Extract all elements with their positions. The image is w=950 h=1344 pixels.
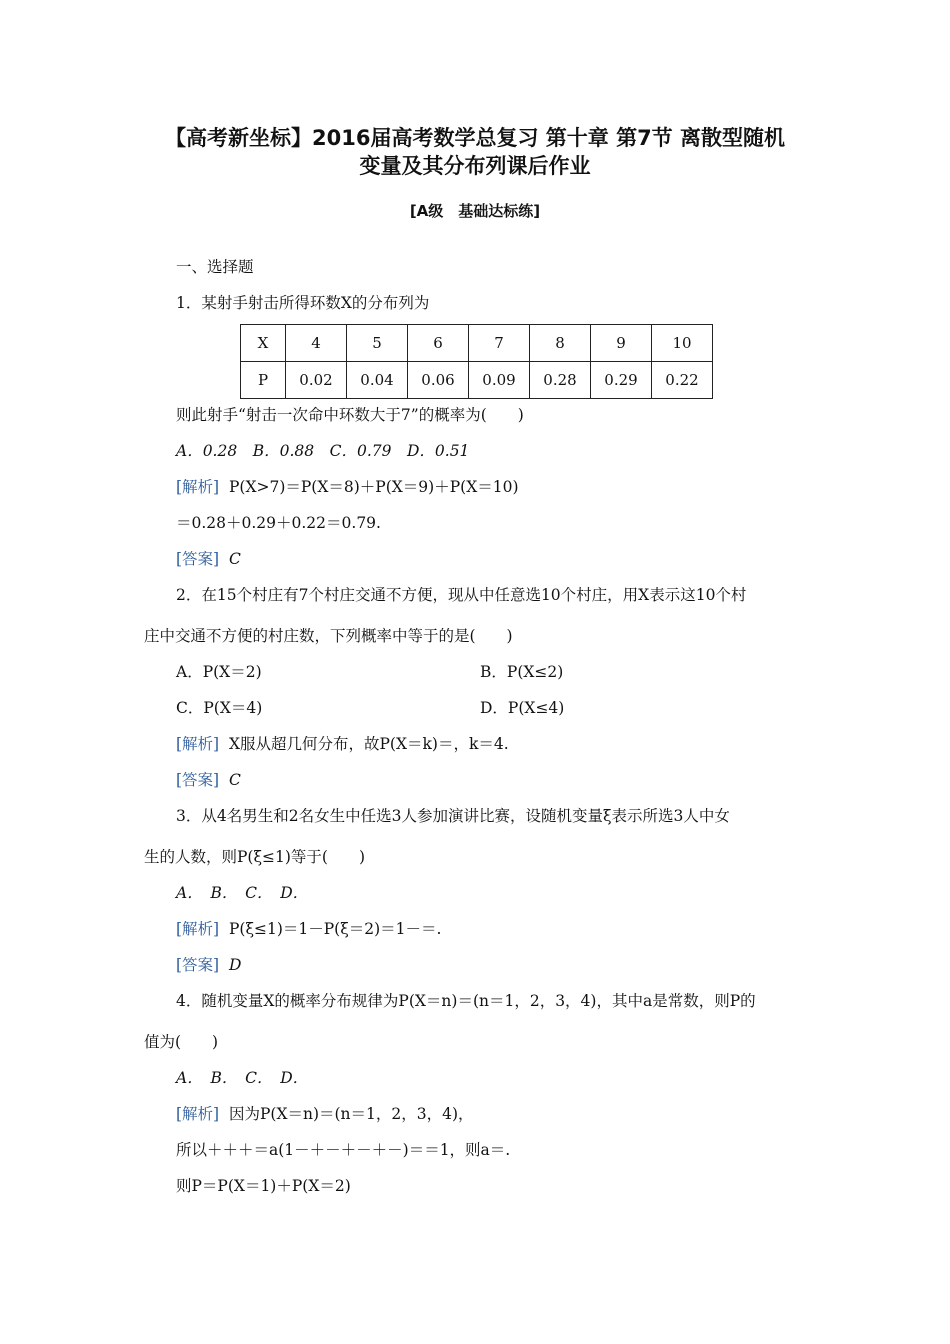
q4-stem-line-1: 4．随机变量X的概率分布规律为P(X＝n)＝(n＝1，2，3，4)，其中a是常数，则P的 bbox=[176, 992, 756, 1010]
q4-options: A． B． C． D． bbox=[176, 1069, 309, 1087]
q2-option-d: D．P(X≤4) bbox=[480, 699, 565, 717]
analysis-text: P(X>7)＝P(X＝8)＋P(X＝9)＋P(X＝10) bbox=[228, 478, 519, 496]
q1-analysis bbox=[176, 476, 519, 498]
table-cell: 8 bbox=[530, 325, 591, 362]
table-cell: 0.29 bbox=[591, 362, 652, 399]
q1-analysis-cont: ＝0.28＋0.29＋0.22＝0.79. bbox=[176, 514, 381, 532]
table-row-p bbox=[241, 362, 713, 399]
q1-stem: 1．某射手射击所得环数X的分布列为 bbox=[176, 294, 430, 312]
answer-tag: [答案] bbox=[176, 956, 220, 974]
q3-stem-line-1: 3．从4名男生和2名女生中任选3人参加演讲比赛，设随机变量ξ表示所选3人中女 bbox=[176, 807, 730, 825]
table-cell: 7 bbox=[469, 325, 530, 362]
answer-tag: [答案] bbox=[176, 771, 220, 789]
table-cell: 5 bbox=[347, 325, 408, 362]
q3-answer bbox=[176, 954, 241, 976]
table-cell: 0.04 bbox=[347, 362, 408, 399]
q3-options: A． B． C． D． bbox=[176, 884, 309, 902]
title-line-1: 【高考新坐标】2016届高考数学总复习 第十章 第7节 离散型随机 bbox=[165, 126, 785, 150]
analysis-tag: [解析] bbox=[176, 735, 220, 753]
q2-answer bbox=[176, 769, 241, 791]
q4-analysis bbox=[176, 1103, 474, 1125]
q2-stem-line-1: 2．在15个村庄有7个村庄交通不方便，现从中任意选10个村庄，用X表示这10个村 bbox=[176, 586, 747, 604]
q2-analysis bbox=[176, 733, 509, 755]
table-cell: 0.22 bbox=[652, 362, 713, 399]
table-cell: 9 bbox=[591, 325, 652, 362]
analysis-tag: [解析] bbox=[176, 1105, 220, 1123]
title-line-2: 变量及其分布列课后作业 bbox=[359, 154, 591, 178]
table-header-p: P bbox=[241, 362, 286, 399]
table-cell: 10 bbox=[652, 325, 713, 362]
analysis-text: 因为P(X＝n)＝(n＝1，2，3，4)， bbox=[228, 1105, 474, 1123]
table-cell: 0.06 bbox=[408, 362, 469, 399]
analysis-text: P(ξ≤1)＝1－P(ξ＝2)＝1－＝. bbox=[228, 920, 442, 938]
q1-options: A．0.28 B．0.88 C．0.79 D．0.51 bbox=[176, 442, 470, 460]
q1-question: 则此射手“射击一次命中环数大于7”的概率为( ) bbox=[176, 406, 524, 424]
level-heading: [A级 基础达标练] bbox=[409, 202, 541, 220]
table-cell: 0.28 bbox=[530, 362, 591, 399]
analysis-text: X服从超几何分布，故P(X＝k)＝，k＝4. bbox=[228, 735, 509, 753]
analysis-tag: [解析] bbox=[176, 478, 220, 496]
answer-text: C bbox=[228, 550, 241, 568]
table-cell: 6 bbox=[408, 325, 469, 362]
analysis-tag: [解析] bbox=[176, 920, 220, 938]
q4-analysis-line-2: 所以＋＋＋＝a(1－＋－＋－＋－)＝＝1，则a＝. bbox=[176, 1141, 511, 1159]
q2-stem-line-2: 庄中交通不方便的村庄数，下列概率中等于的是( ) bbox=[144, 627, 513, 645]
q4-analysis-line-3: 则P＝P(X＝1)＋P(X＝2) bbox=[176, 1177, 351, 1195]
q2-option-b: B．P(X≤2) bbox=[480, 663, 564, 681]
distribution-table bbox=[240, 324, 713, 399]
q4-stem-line-2: 值为( ) bbox=[144, 1033, 219, 1051]
q1-answer bbox=[176, 548, 241, 570]
q3-analysis bbox=[176, 918, 441, 940]
q3-stem-line-2: 生的人数，则P(ξ≤1)等于( ) bbox=[144, 848, 366, 866]
answer-tag: [答案] bbox=[176, 550, 220, 568]
q2-option-a: A．P(X＝2) bbox=[176, 663, 262, 681]
table-header-x: X bbox=[241, 325, 286, 362]
answer-text: D bbox=[228, 956, 242, 974]
document-title bbox=[120, 124, 830, 180]
table-row-x bbox=[241, 325, 713, 362]
table-cell: 0.09 bbox=[469, 362, 530, 399]
q2-option-c: C．P(X＝4) bbox=[176, 699, 263, 717]
answer-text: C bbox=[228, 771, 241, 789]
section-heading: 一、选择题 bbox=[176, 258, 254, 276]
table-cell: 0.02 bbox=[286, 362, 347, 399]
table-cell: 4 bbox=[286, 325, 347, 362]
